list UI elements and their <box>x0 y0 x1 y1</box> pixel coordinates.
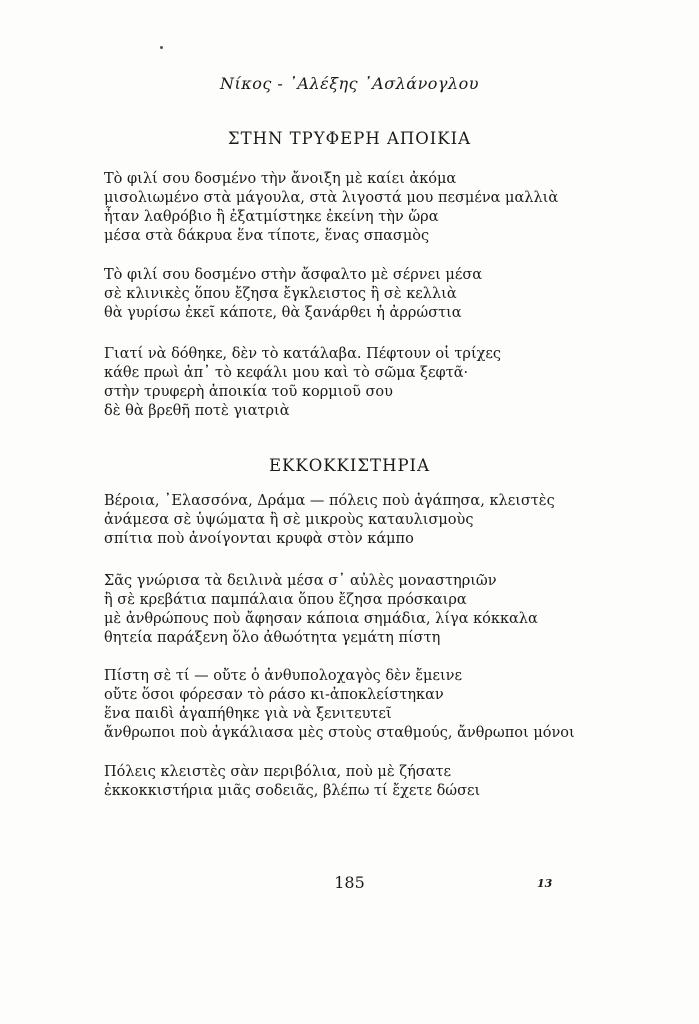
verse-line: ἕνα παιδὶ ἀγαπήθηκε γιὰ νὰ ξενιτευτεῖ <box>104 706 392 722</box>
poem-1-stanza-1 <box>104 170 624 246</box>
verse-line: ἄνθρωποι ποὺ ἀγκάλιασα μὲς στοὺς σταθμούς, ἄνθρωποι μόνοι <box>104 725 575 741</box>
verse-line: Πόλεις κλειστὲς σὰν περιβόλια, ποὺ μὲ ζήσατε <box>104 764 452 780</box>
verse-line: Τὸ φιλί σου δοσμένο στὴν ἄσφαλτο μὲ σέρνει μέσα <box>104 267 483 283</box>
ink-speck <box>160 46 163 49</box>
author-header: Νίκος - ᾿Αλέξης ᾿Ασλάνογλου <box>219 74 479 93</box>
poem-title-2: ΕΚΚΟΚΚΙΣΤΗΡΙΑ <box>269 456 430 475</box>
verse-line: ἀνάμεσα σὲ ὑψώματα ἢ σὲ μικροὺς καταυλισμοὺς <box>104 512 474 528</box>
verse-line: μὲ ἀνθρώπους ποὺ ἄφησαν κάποια σημάδια, λίγα κόκκαλα <box>104 611 538 627</box>
poem-title-1: ΣΤΗΝ ΤΡΥΦΕΡΗ ΑΠΟΙΚΙΑ <box>227 129 472 148</box>
verse-line: στὴν τρυφερὴ ἀποικία τοῦ κορμιοῦ σου <box>104 384 393 400</box>
verse-line: Τὸ φιλί σου δοσμένο τὴν ἄνοιξη μὲ καίει ἀκόμα <box>104 171 457 187</box>
poem-2-stanza-2 <box>104 572 624 648</box>
verse-line: Σᾶς γνώρισα τὰ δειλινὰ μέσα σ᾿ αὐλὲς μοναστηριῶν <box>104 573 497 589</box>
verse-line: μισολιωμένο στὰ μάγουλα, στὰ λιγοστά μου πεσμένα μαλλιὰ <box>104 190 559 206</box>
poem-2-stanza-3 <box>104 667 624 743</box>
poem-2-stanza-4 <box>104 763 624 801</box>
verse-line: ἢ σὲ κρεβάτια παμπάλαια ὅπου ἔζησα πρόσκαιρα <box>104 592 467 608</box>
verse-line: σὲ κλινικὲς ὅπου ἔζησα ἔγκλειστος ἢ σὲ κελλιὰ <box>104 286 457 302</box>
verse-line: θητεία παράξενη ὅλο ἀθωότητα γεμάτη πίστη <box>104 630 441 646</box>
verse-line: κάθε πρωὶ ἀπ᾿ τὸ κεφάλι μου καὶ τὸ σῶμα ξεφτᾶ· <box>104 365 469 381</box>
page-number: 185 <box>334 873 365 892</box>
poem-1-stanza-3 <box>104 345 624 421</box>
verse-line: θὰ γυρίσω ἐκεῖ κάποτε, θὰ ξανάρθει ἡ ἀρρώστια <box>104 305 462 321</box>
verse-line: Βέροια, ᾿Ελασσόνα, Δράμα — πόλεις ποὺ ἀγάπησα, κλειστὲς <box>104 493 555 509</box>
poem-1-stanza-2 <box>104 266 624 323</box>
verse-line: Πίστη σὲ τί — οὔτε ὁ ἀνθυπολοχαγὸς δὲν ἔμεινε <box>104 668 462 684</box>
poem-2-stanza-1 <box>104 492 624 549</box>
verse-line: σπίτια ποὺ ἀνοίγονται κρυφὰ στὸν κάμπο <box>104 531 414 547</box>
verse-line: Γιατί νὰ δόθηκε, δὲν τὸ κατάλαβα. Πέφτουν οἱ τρίχες <box>104 346 502 362</box>
signature-mark: 13 <box>537 877 553 890</box>
verse-line: ἐκκοκκιστήρια μιᾶς σοδειᾶς, βλέπω τί ἔχετε δώσει <box>104 783 481 799</box>
verse-line: μέσα στὰ δάκρυα ἕνα τίποτε, ἕνας σπασμὸς <box>104 228 430 244</box>
verse-line: ἦταν λαθρόβιο ἢ ἐξατμίστηκε ἐκείνη τὴν ὥρα <box>104 209 439 225</box>
verse-line: δὲ θὰ βρεθῆ ποτὲ γιατριὰ <box>104 403 290 419</box>
verse-line: οὔτε ὅσοι φόρεσαν τὸ ράσο κι-ἀποκλείστηκαν <box>104 687 444 703</box>
